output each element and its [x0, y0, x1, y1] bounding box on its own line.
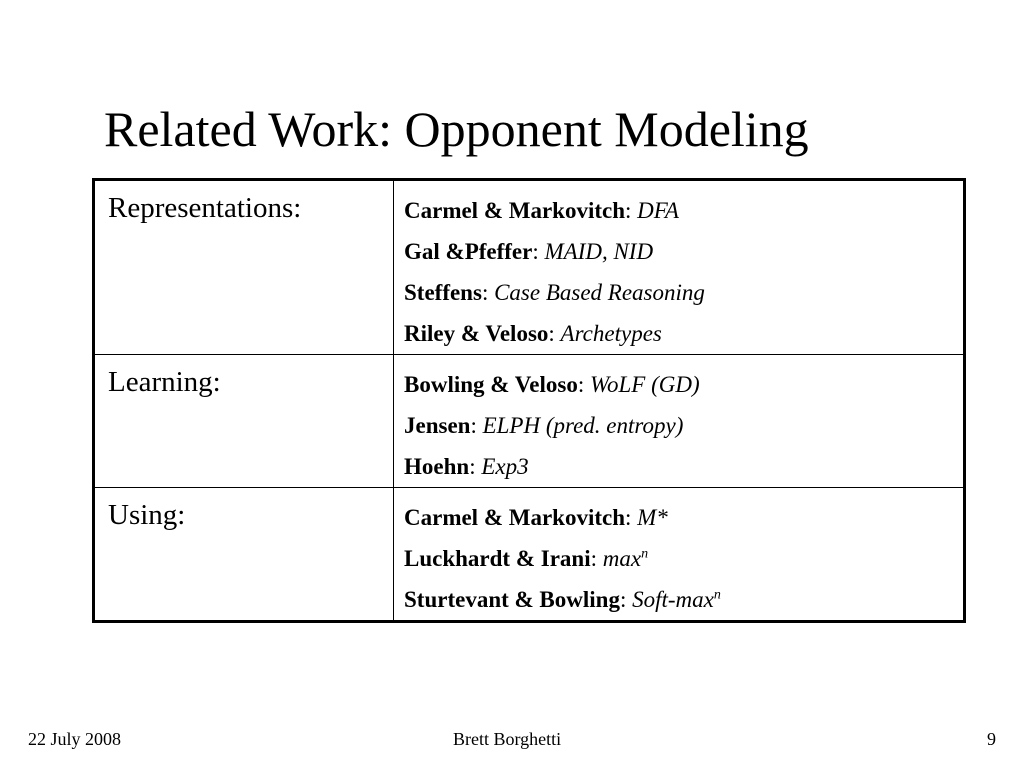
entries-cell: [394, 180, 965, 355]
entry: [404, 538, 963, 579]
entries-cell: [394, 488, 965, 622]
entry-method: WoLF (GD): [589, 372, 700, 397]
entries-cell: [394, 355, 965, 488]
entry-method: ELPH (pred. entropy): [482, 413, 684, 438]
entry-method: [632, 587, 721, 612]
entry-separator: :: [590, 546, 603, 571]
entry-method: [603, 546, 648, 571]
slide-title: Related Work: Opponent Modeling: [104, 101, 809, 157]
entry-separator: :: [625, 505, 638, 530]
entry-method-superscript: n: [641, 546, 649, 562]
entry-method-text: max: [602, 546, 642, 571]
entry: [404, 579, 963, 620]
table-row-learning: [94, 355, 965, 488]
entry-method: Case Based Reasoning: [494, 280, 705, 305]
entry-author: Riley & Veloso: [404, 321, 549, 346]
related-work-table: [92, 178, 966, 623]
entry-method: M*: [637, 505, 668, 530]
entry-author: Sturtevant & Bowling: [404, 587, 620, 612]
entry-separator: :: [481, 280, 495, 305]
entry: [404, 313, 963, 354]
entry-author: Hoehn: [404, 454, 470, 479]
table-row-representations: [94, 180, 965, 355]
entry: [404, 446, 963, 487]
entry-method: Archetypes: [560, 321, 662, 346]
table-row-using: [94, 488, 965, 622]
footer-date: 22 July 2008: [28, 729, 122, 749]
entry: [404, 405, 963, 446]
entry-author: Bowling & Veloso: [404, 372, 578, 397]
entry-separator: :: [625, 198, 638, 223]
entry-method: DFA: [637, 198, 679, 223]
entry-separator: :: [577, 372, 590, 397]
entry-method: MAID, NID: [544, 239, 654, 264]
entry-method-superscript: n: [713, 587, 721, 603]
entry: [404, 231, 963, 272]
entry: [404, 497, 963, 538]
footer-author: Brett Borghetti: [453, 729, 562, 749]
entry-author: Carmel & Markovitch: [404, 198, 625, 223]
entry-method: Exp3: [481, 454, 529, 479]
category-cell: Learning:: [94, 355, 394, 488]
entry-author: Carmel & Markovitch: [404, 505, 625, 530]
category-cell: Using:: [94, 488, 394, 622]
category-cell: Representations:: [94, 180, 394, 355]
entry-separator: :: [532, 239, 545, 264]
entry-separator: :: [469, 454, 482, 479]
entry-separator: :: [470, 413, 483, 438]
entry-author: Jensen: [404, 413, 471, 438]
entry-separator: :: [619, 587, 633, 612]
entry-author: Gal &Pfeffer: [404, 239, 533, 264]
entry: [404, 272, 963, 313]
entry: [404, 364, 963, 405]
entry-separator: :: [548, 321, 561, 346]
entry-author: Luckhardt & Irani: [404, 546, 591, 571]
entry-author: Steffens: [404, 280, 482, 305]
entry-method-text: Soft-max: [632, 587, 714, 612]
page-number: 9: [987, 729, 996, 749]
entry: [404, 190, 963, 231]
